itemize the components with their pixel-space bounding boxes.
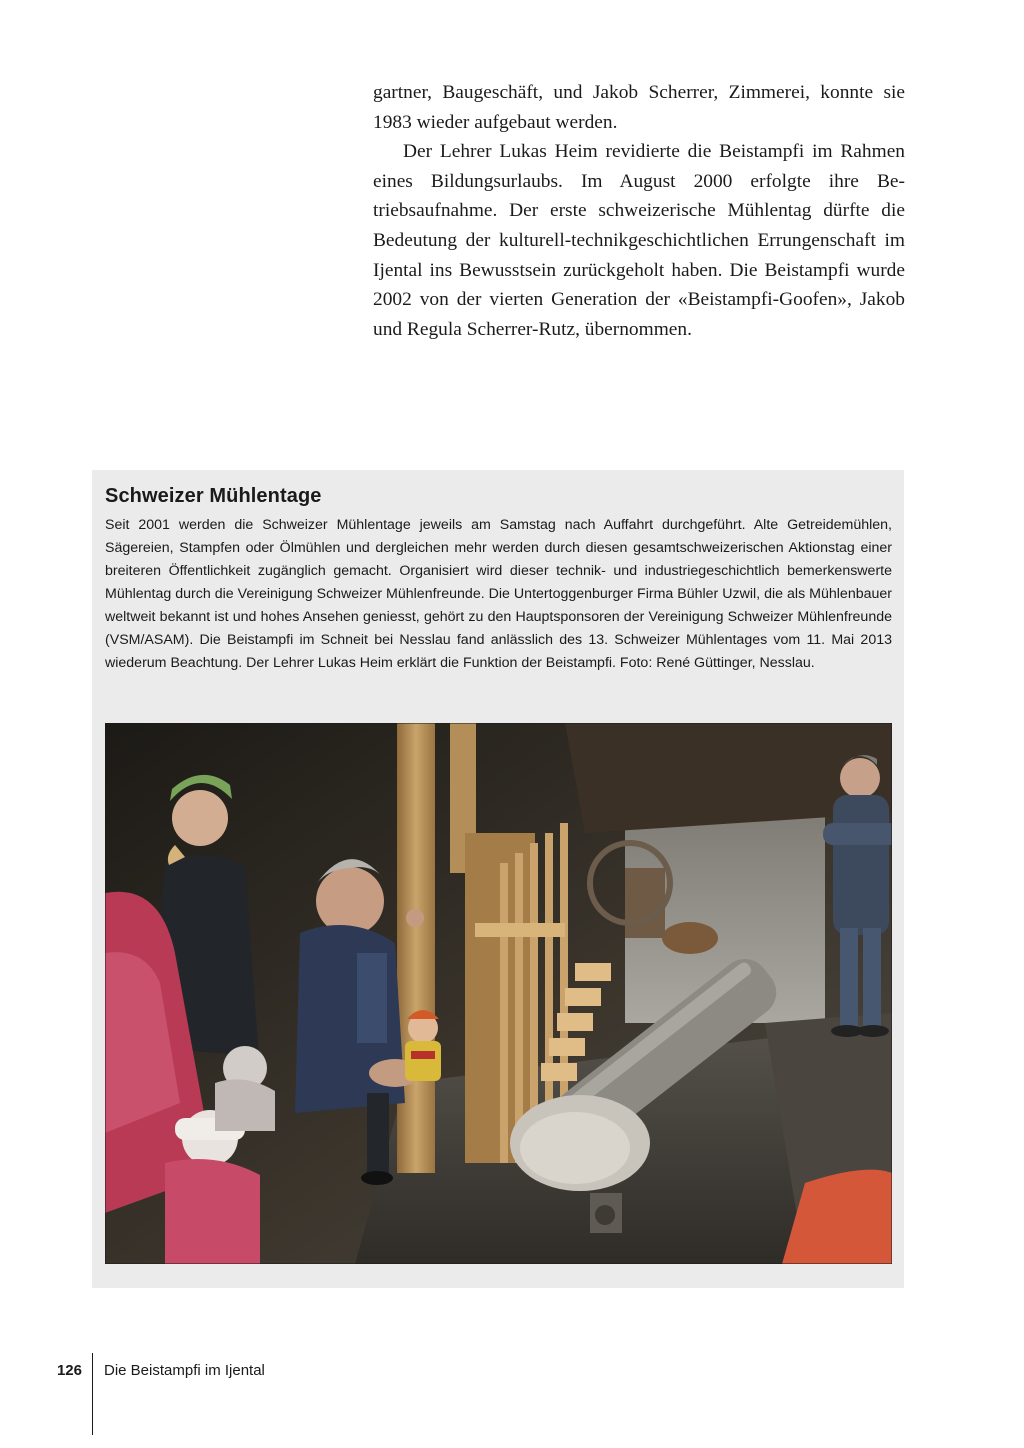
page-number: 126 (56, 1362, 82, 1379)
footer-rule (92, 1353, 93, 1435)
info-box (92, 470, 904, 1288)
body-paragraph: gartner, Baugeschäft, und Jakob Scherrer, Zimmerei, konnte sie 1983 wieder aufgebaut werden. (373, 82, 905, 133)
box-title: Schweizer Mühlentage (105, 485, 322, 507)
running-title: Die Beistampfi im Ijental (104, 1362, 265, 1379)
box-text: Seit 2001 werden die Schweizer Mühlentage jeweils am Samstag nach Auffahrt durchgeführt. Alte Getreidemühlen, Sägereien, Stampfen oder Ölmühlen und dergleichen mehr werden durch diesen gesamtschweizerischen Aktionstag einer breiteren Öffentlichkeit zugänglich gemacht. Organisiert wird dieser technik- und industriegeschichtlich bemerkenswerte Mühlentag durch die Vereinigung Schweizer Mühlenfreunde. Die Untertoggenburger Firma Bühler Uzwil, die als Mühlenbauer weltweit bekannt ist und hohes Ansehen geniesst, gehört zu den Hauptsponsoren der Vereinigung Schweizer Mühlenfreunde (VSM/ASAM). Die Beistampfi im Schneit bei Nesslau fand anlässlich des 13. Schweizer Mühlentages vom 11. Mai 2013 wiederum Beachtung. Der Lehrer Lukas Heim erklärt die Funktion der Beistampfi. Foto: René Güttinger, Nesslau. (105, 517, 892, 671)
body-text (373, 78, 905, 344)
body-paragraph: Der Lehrer Lukas Heim revidierte die Beistampfi im Rahmen eines Bildungsurlaubs. Im August 2000 erfolgte ihre Betriebsaufnahme. Der erste schweizerische Mühlentag dürfte die Bedeutung der kulturell-technikgeschichtlichen Errungenschaft im Ijental ins Bewusstsein zurückgeholt haben. Die Beistampfi wurde 2002 von der vierten Generation der «Beistampfi-Goofen», Jakob und Regula Scherrer-Rutz, übernommen. (373, 141, 905, 340)
mill-demonstration-photo (105, 723, 892, 1264)
